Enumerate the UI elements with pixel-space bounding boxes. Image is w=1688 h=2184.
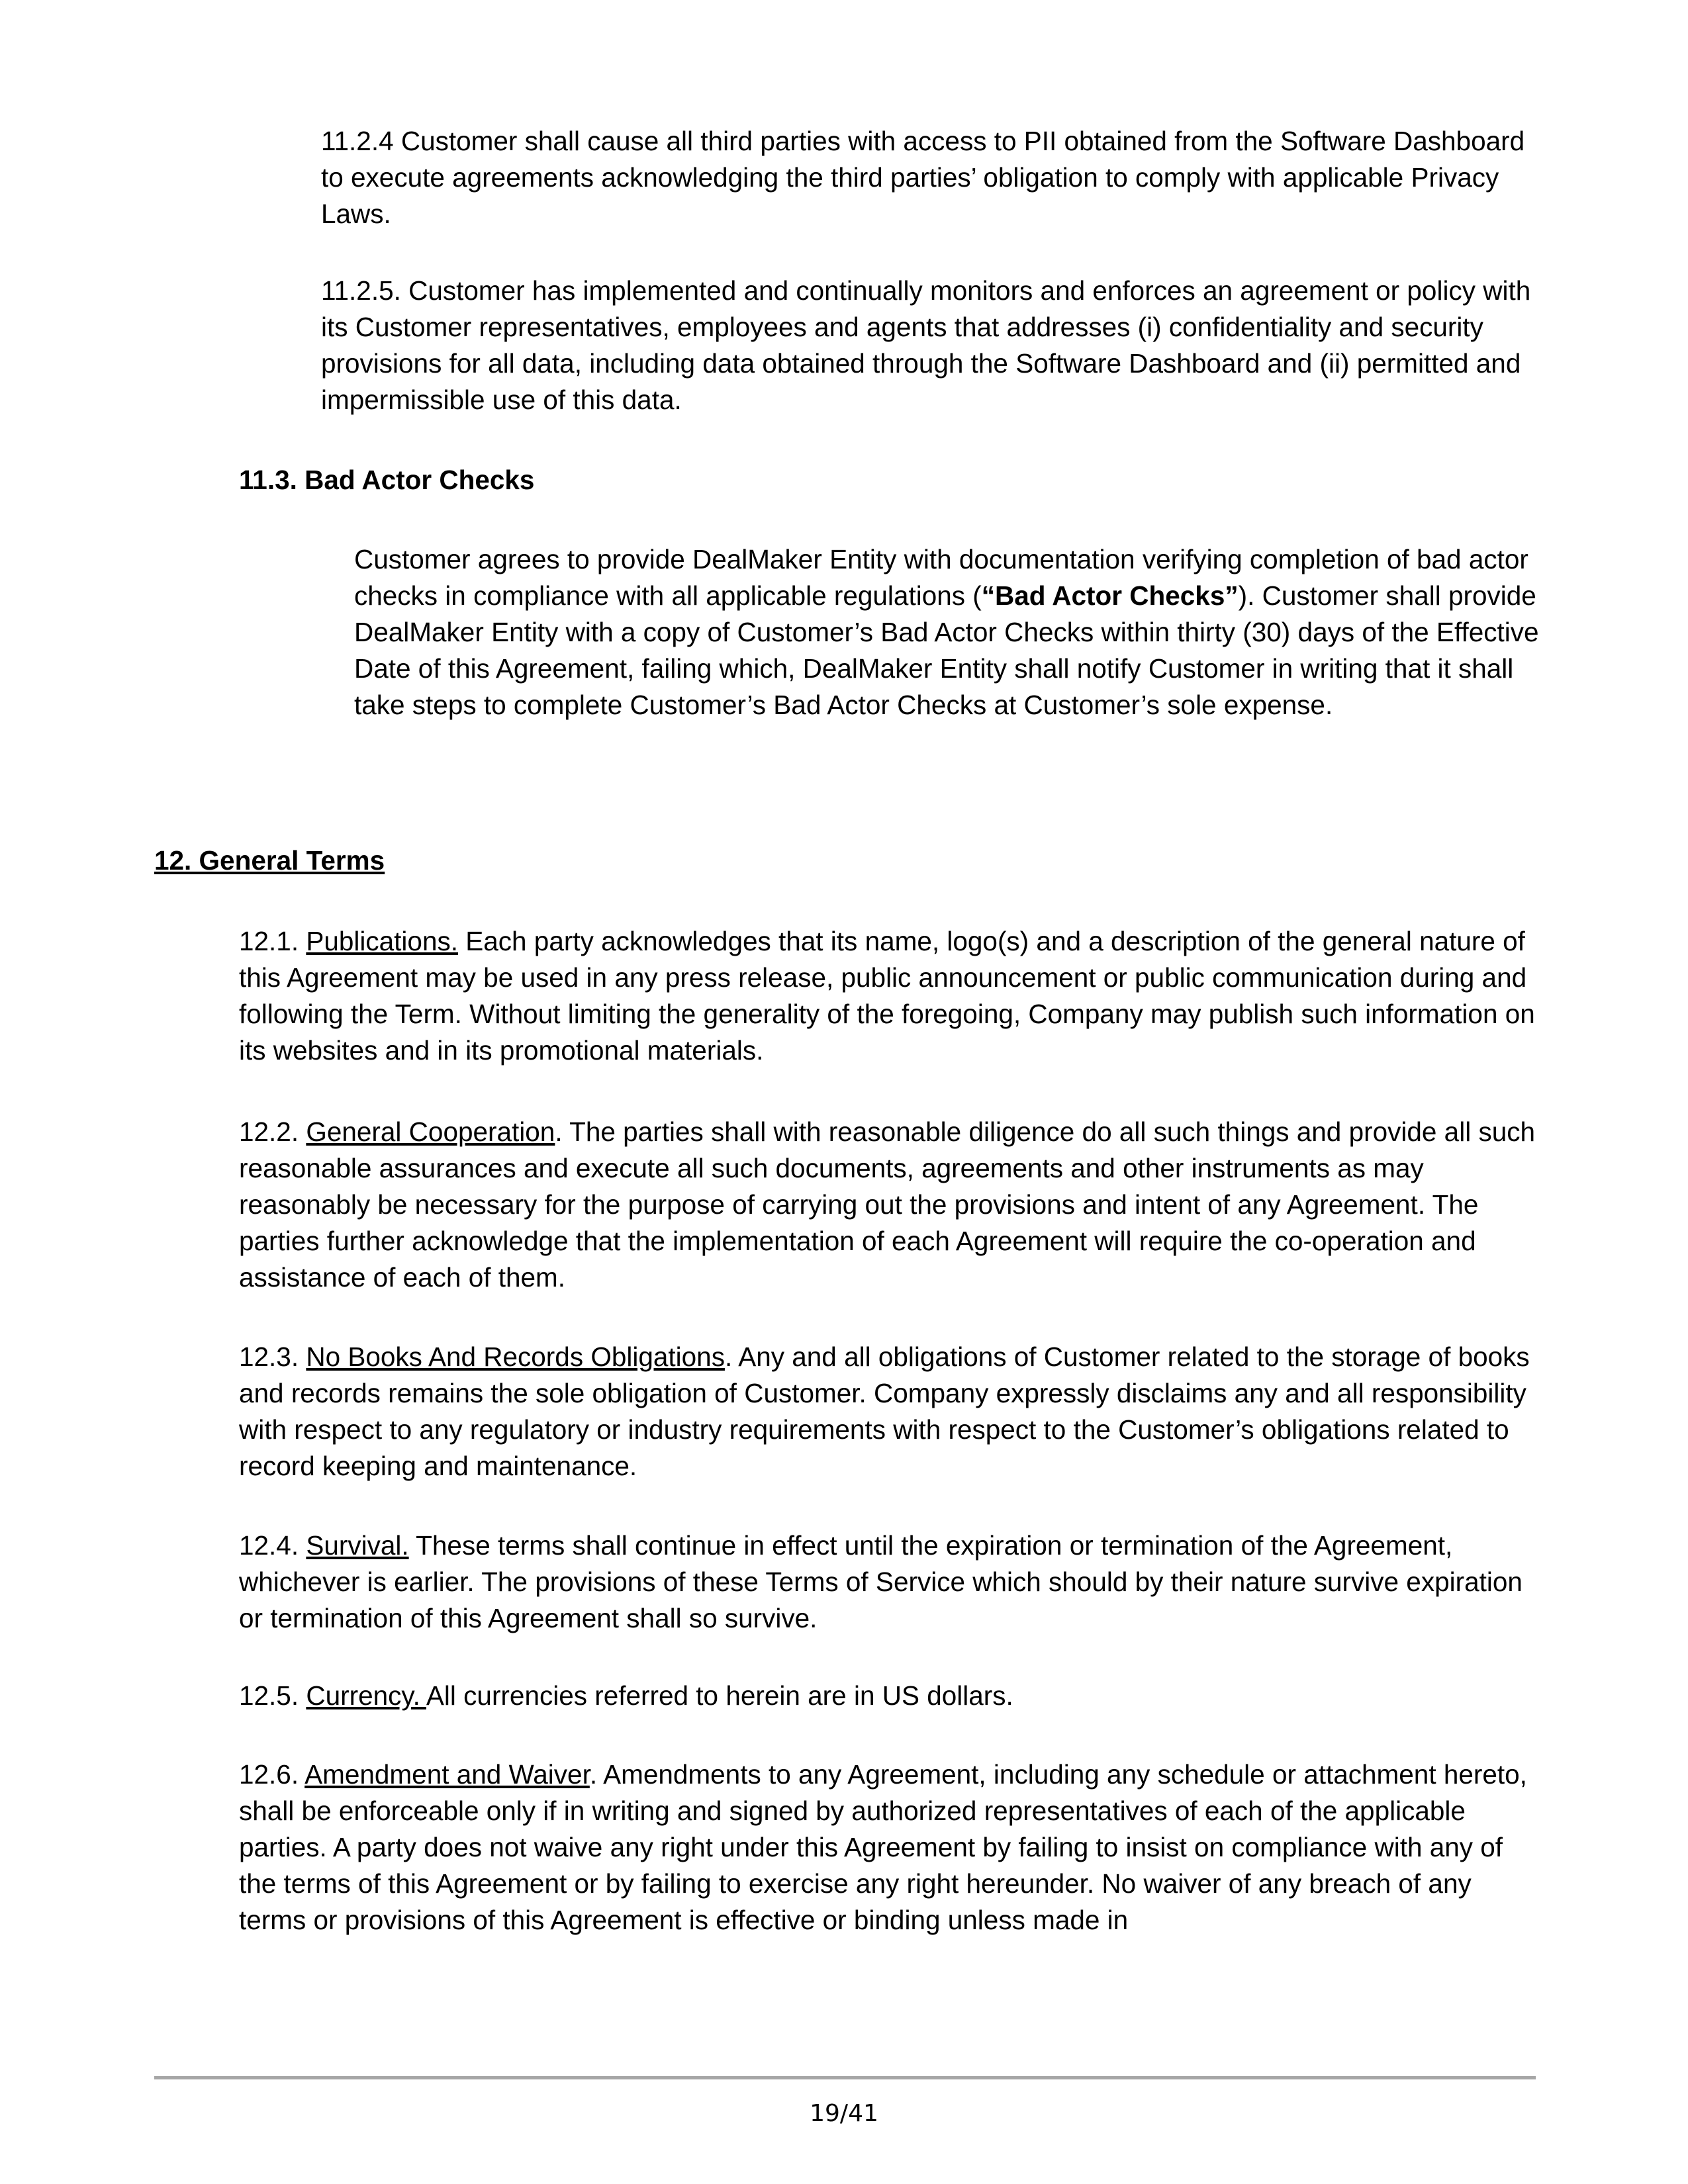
footer-divider xyxy=(154,2076,1536,2079)
clause-12-5-text: All currencies referred to herein are in US dollars. xyxy=(426,1680,1013,1711)
clause-12-1-title: Publications. xyxy=(306,926,458,956)
clause-12-2-title: General Cooperation xyxy=(306,1116,555,1147)
heading-12 xyxy=(154,842,1412,879)
clause-12-3-text: . Any and all obligations of Customer related to the storage of books and records remains the sole obligation of Customer. Company expressly disclaims any and all responsibility with respect to any regulatory or industry requirements with respect to the Customer’s obligations related to record keeping and maintenance. xyxy=(239,1342,1530,1481)
clause-12-1-text: Each party acknowledges that its name, logo(s) and a description of the general nature of this Agreement may be used in any press release, public announcement or public communication during and following the Term. Without limiting the generality of the foregoing, Company may publish such information on its websites and in its promotional materials. xyxy=(239,926,1535,1066)
clause-11-3-text-before: Customer agrees to provide DealMaker Entity with documentation verifying completion of bad actor checks in compliance with all applicable regulations ( xyxy=(354,544,1528,611)
clause-12-3 xyxy=(239,1339,1543,1484)
clause-11-2-5-text: 11.2.5. Customer has implemented and continually monitors and enforces an agreement or policy with its Customer representatives, employees and agents that addresses (i) confidentiality and security provisions for all data, including data obtained through the Software Dashboard and (ii) permitted and impermissible use of this data. xyxy=(321,275,1531,415)
clause-12-3-title: No Books And Records Obligations xyxy=(306,1342,725,1372)
heading-12-text: 12. General Terms xyxy=(154,845,385,876)
clause-11-2-4-text: 11.2.4 Customer shall cause all third parties with access to PII obtained from the Software Dashboard to execute agreements acknowledging the third parties’ obligation to comply with applicable Privacy Laws. xyxy=(321,126,1525,229)
clause-12-5-number: 12.5. xyxy=(239,1680,306,1711)
clause-12-1-number: 12.1. xyxy=(239,926,306,956)
clause-12-4-number: 12.4. xyxy=(239,1530,306,1561)
clause-12-6-text: . Amendments to any Agreement, including any schedule or attachment hereto, shall be enforceable only if in writing and signed by authorized representatives of each of the applicable parties. A party does not waive any right under this Agreement by failing to insist on compliance with any of the terms of this Agreement or by failing to exercise any right hereunder. No waiver of any breach of any terms or provisions of this Agreement is effective or binding unless made in xyxy=(239,1759,1527,1935)
clause-12-2-number: 12.2. xyxy=(239,1116,306,1147)
clause-11-2-4 xyxy=(321,123,1546,232)
heading-11-3-text: 11.3. Bad Actor Checks xyxy=(239,465,535,495)
clause-12-3-number: 12.3. xyxy=(239,1342,306,1372)
clause-12-6-number: 12.6. xyxy=(239,1759,305,1790)
clause-12-6-title: Amendment and Waiver xyxy=(305,1759,590,1790)
clause-11-3 xyxy=(354,541,1546,723)
heading-11-3 xyxy=(239,462,1497,498)
clause-12-2 xyxy=(239,1114,1543,1296)
defined-term-bad-actor-checks: “Bad Actor Checks” xyxy=(981,580,1239,611)
clause-12-6 xyxy=(239,1756,1543,1938)
clause-12-4-title: Survival. xyxy=(306,1530,409,1561)
clause-12-1 xyxy=(239,923,1543,1069)
clause-12-2-text: . The parties shall with reasonable diligence do all such things and provide all such reasonable assurances and execute all such documents, agreements and other instruments as may reasonably be necessary for the purpose of carrying out the provisions and intent of any Agreement. The parties further acknowledge that the implementation of each Agreement will require the co-operation and assistance of each of them. xyxy=(239,1116,1535,1293)
clause-12-4-text: These terms shall continue in effect until the expiration or termination of the Agreement, whichever is earlier. The provisions of these Terms of Service which should by their nature survive expiration or termination of this Agreement shall so survive. xyxy=(239,1530,1523,1633)
clause-12-5 xyxy=(239,1678,1543,1714)
clause-12-5-title: Currency. xyxy=(306,1680,426,1711)
clause-11-3-text-after: ). Customer shall provide DealMaker Entity with a copy of Customer’s Bad Actor Checks within thirty (30) days of the Effective Date of this Agreement, failing which, DealMaker Entity shall notify Customer in writing that it shall take steps to complete Customer’s Bad Actor Checks at Customer’s sole expense. xyxy=(354,580,1539,720)
clause-11-2-5 xyxy=(321,273,1546,418)
clause-12-4 xyxy=(239,1527,1543,1637)
page-number: 19/41 xyxy=(810,2100,878,2127)
